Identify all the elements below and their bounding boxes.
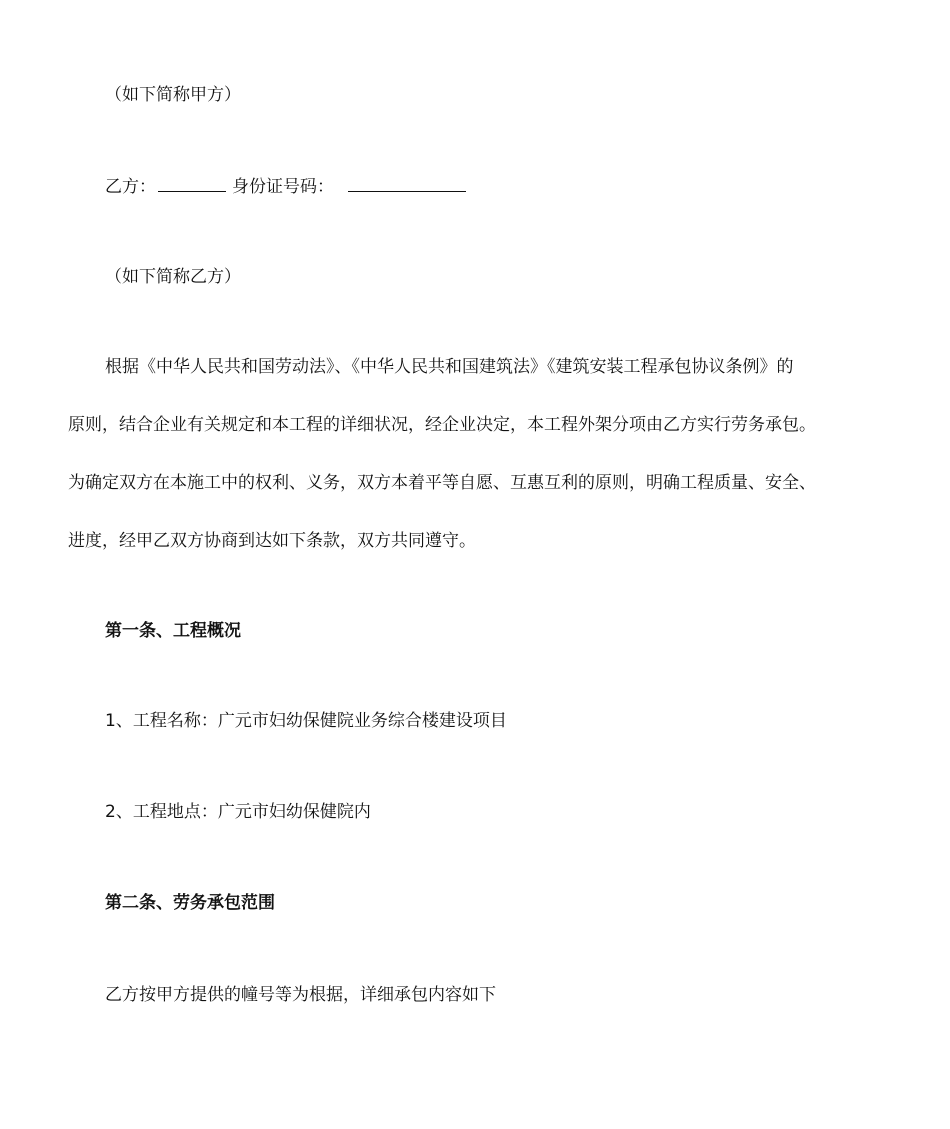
party-b-id-blank	[348, 175, 466, 192]
party-b-line	[105, 175, 466, 198]
article-1-item-2: 2、工程地点：广元市妇幼保健院内	[105, 802, 371, 822]
party-b-name-blank	[158, 175, 226, 192]
preamble-line-1: 根据《中华人民共和国劳动法》、《中华人民共和国建筑法》《建筑安装工程承包协议条例》的	[105, 357, 794, 377]
preamble-line-2: 原则，结合企业有关规定和本工程的详细状况，经企业决定，本工程外架分项由乙方实行劳务承包。	[68, 415, 816, 435]
article-1-heading: 第一条、工程概况	[105, 621, 241, 641]
preamble-line-3: 为确定双方在本施工中的权利、义务，双方本着平等自愿、互惠互利的原则，明确工程质量、安全、	[68, 473, 816, 493]
article-2-text: 乙方按甲方提供的幢号等为根据，详细承包内容如下	[105, 985, 496, 1005]
party-b-id-label: 身份证号码：	[232, 177, 334, 197]
preamble-line-4: 进度，经甲乙双方协商到达如下条款，双方共同遵守。	[68, 531, 476, 551]
party-a-note: （如下简称甲方）	[105, 85, 241, 105]
article-2-heading: 第二条、劳务承包范围	[105, 893, 275, 913]
party-b-label: 乙方：	[105, 177, 156, 197]
article-1-item-1: 1、工程名称：广元市妇幼保健院业务综合楼建设项目	[105, 711, 507, 731]
party-b-note: （如下简称乙方）	[105, 267, 241, 287]
